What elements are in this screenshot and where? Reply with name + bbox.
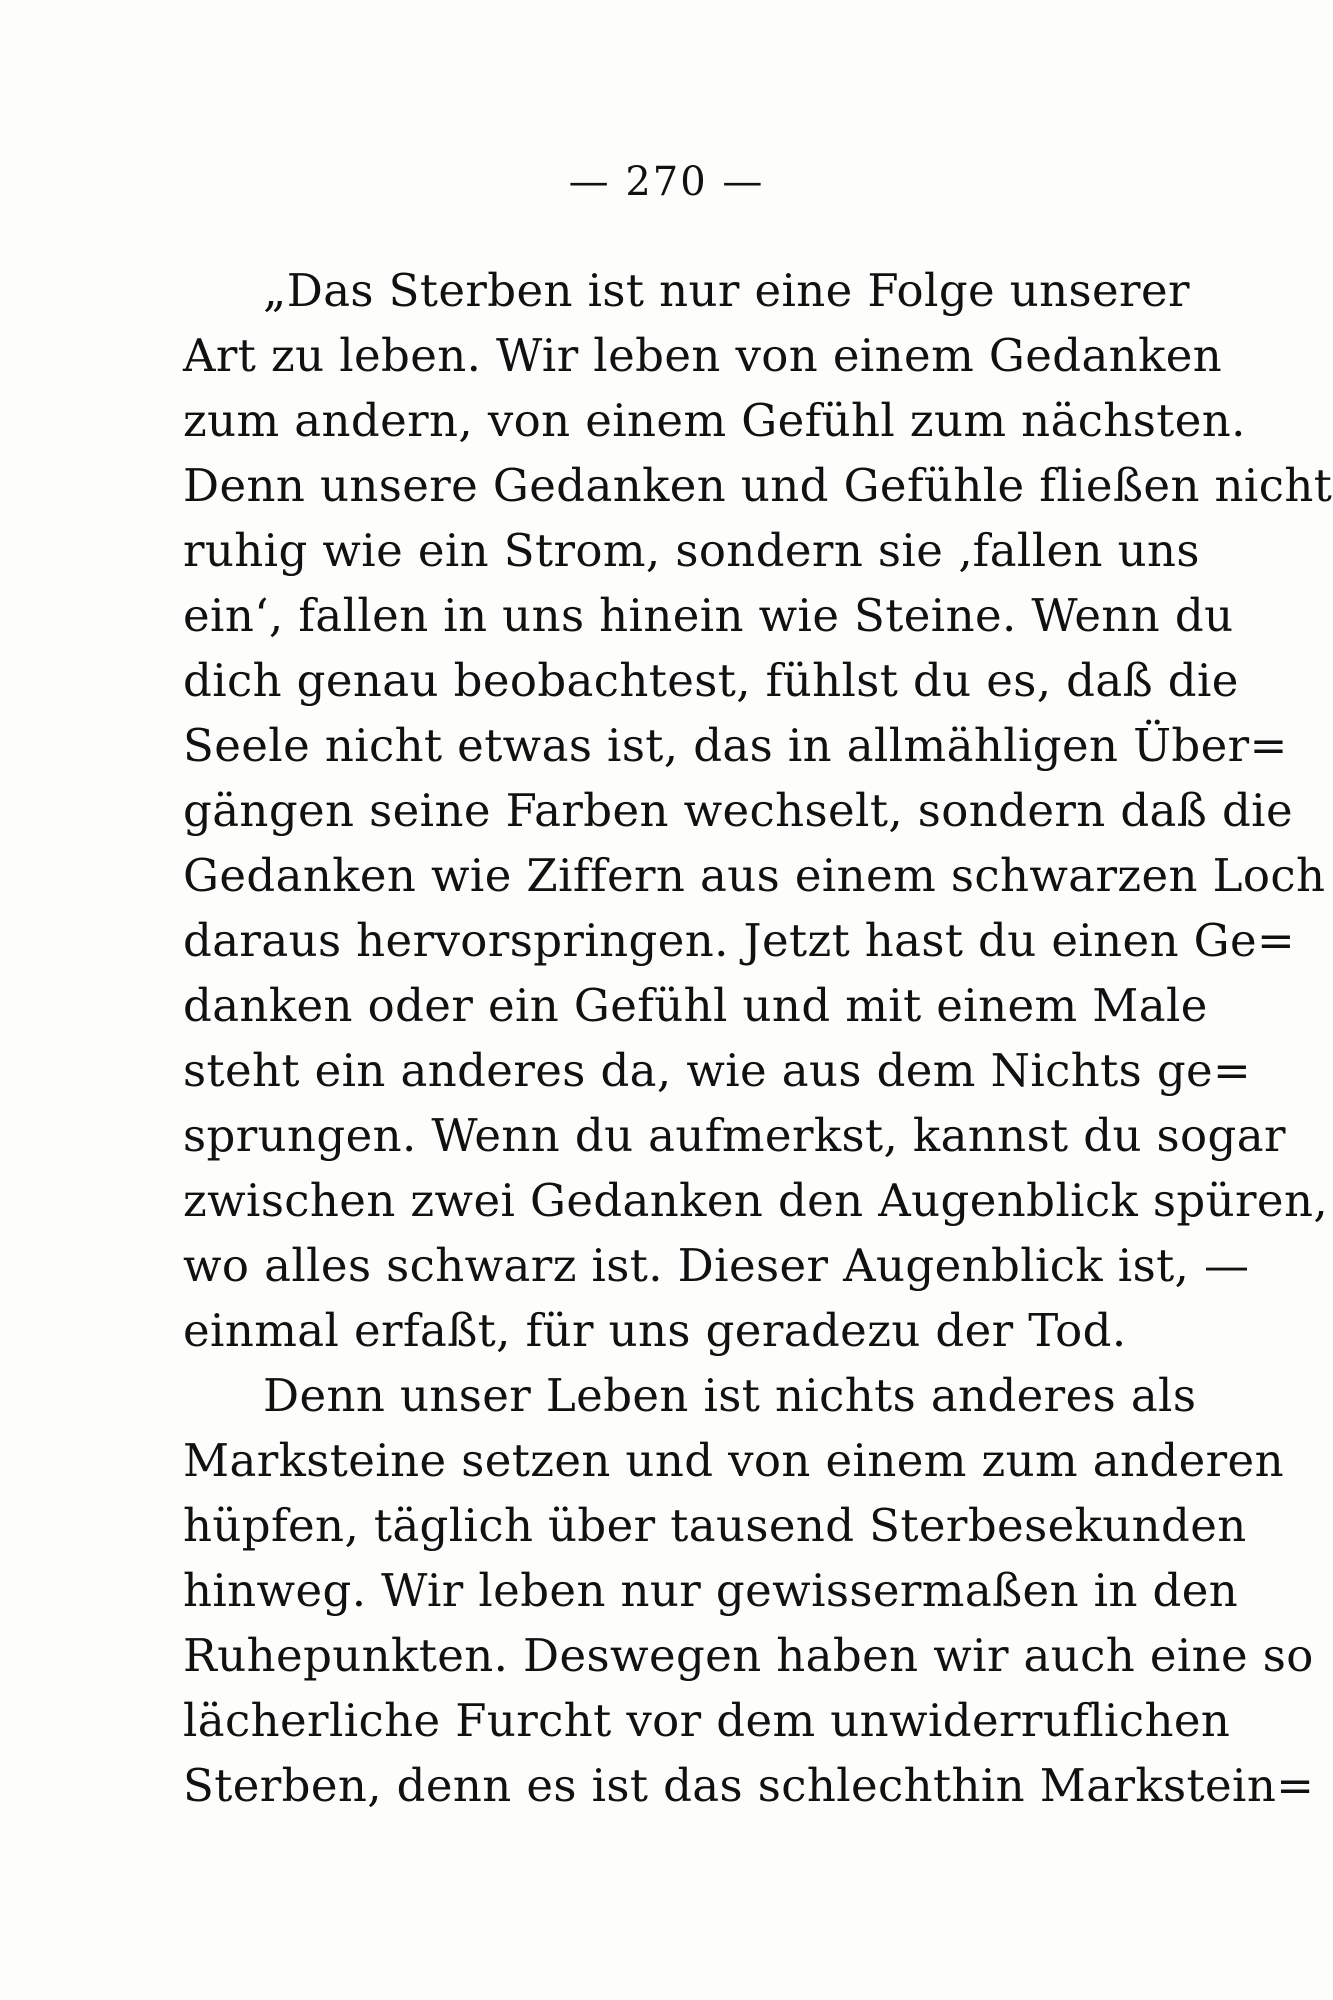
text-line: lächerliche Furcht vor dem unwiderruflichen xyxy=(183,1694,1231,1747)
text-line: gängen seine Farben wechselt, sondern daß die xyxy=(183,784,1293,837)
text-line: „Das Sterben ist nur eine Folge unserer xyxy=(263,264,1190,317)
text-line: danken oder ein Gefühl und mit einem Male xyxy=(183,979,1208,1032)
body-text xyxy=(183,258,1333,1818)
text-line: Denn unsere Gedanken und Gefühle fließen nicht xyxy=(183,459,1333,512)
text-line: Gedanken wie Ziffern aus einem schwarzen Loch xyxy=(183,849,1326,902)
text-line: dich genau beobachtest, fühlst du es, daß die xyxy=(183,654,1239,707)
text-line: zwischen zwei Gedanken den Augenblick spüren, xyxy=(183,1174,1329,1227)
text-line: zum andern, von einem Gefühl zum nächsten. xyxy=(183,394,1246,447)
text-line: Denn unser Leben ist nichts anderes als xyxy=(263,1369,1197,1422)
text-line: einmal erfaßt, für uns geradezu der Tod. xyxy=(183,1304,1127,1357)
text-line: Marksteine setzen und von einem zum anderen xyxy=(183,1434,1284,1487)
text-line: Art zu leben. Wir leben von einem Gedanken xyxy=(183,329,1223,382)
text-line: steht ein anderes da, wie aus dem Nichts ge= xyxy=(183,1044,1252,1097)
page-number: — 270 — xyxy=(568,159,765,205)
text-line: hüpfen, täglich über tausend Sterbesekunden xyxy=(183,1499,1247,1552)
text-line: sprungen. Wenn du aufmerkst, kannst du sogar xyxy=(183,1109,1286,1162)
text-line: wo alles schwarz ist. Dieser Augenblick ist, — xyxy=(183,1239,1250,1292)
text-line: daraus hervorspringen. Jetzt hast du einen Ge= xyxy=(183,914,1296,967)
text-line: ruhig wie ein Strom, sondern sie ‚fallen uns xyxy=(183,524,1200,577)
text-line: Seele nicht etwas ist, das in allmähligen Über= xyxy=(183,719,1288,772)
text-line: ein‘, fallen in uns hinein wie Steine. Wenn du xyxy=(183,589,1234,642)
text-line: hinweg. Wir leben nur gewissermaßen in den xyxy=(183,1564,1239,1617)
text-line: Ruhepunkten. Deswegen haben wir auch eine so xyxy=(183,1629,1314,1682)
text-line: Sterben, denn es ist das schlechthin Markstein= xyxy=(183,1759,1315,1812)
